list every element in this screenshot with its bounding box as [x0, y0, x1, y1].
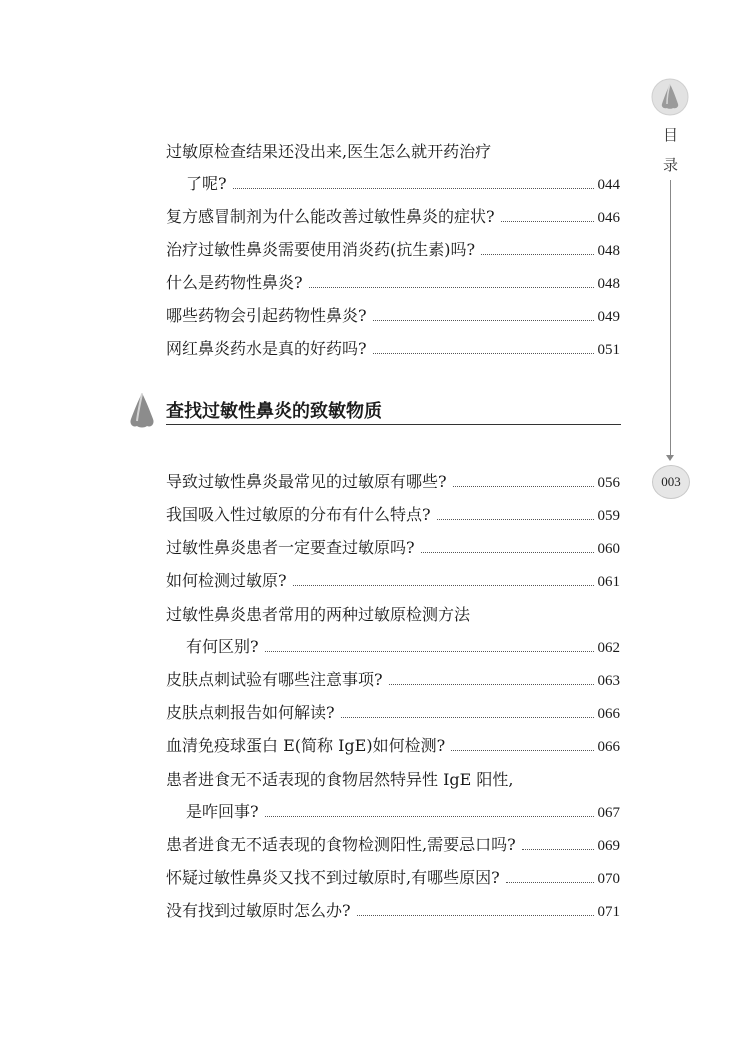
dot-leader — [421, 552, 594, 553]
toc-entry[interactable] — [166, 300, 620, 330]
toc-page-number: 060 — [597, 541, 620, 557]
toc-entry[interactable] — [166, 466, 620, 496]
toc-entry[interactable] — [166, 499, 620, 529]
toc-entry-title: 患者进食无不适表现的食物居然特异性 IgE 阳性, — [166, 770, 514, 789]
toc-page-number: 048 — [597, 276, 620, 292]
toc-entry-title: 如何检测过敏原? — [166, 571, 287, 590]
toc-entry-title: 复方感冒制剂为什么能改善过敏性鼻炎的症状? — [166, 207, 495, 226]
toc-entry[interactable] — [166, 862, 620, 892]
toc-entry[interactable] — [166, 829, 620, 859]
toc-entry-title: 导致过敏性鼻炎最常见的过敏原有哪些? — [166, 472, 447, 491]
toc-entry[interactable] — [166, 333, 620, 363]
dot-leader — [389, 684, 594, 685]
toc-entry[interactable] — [166, 598, 620, 628]
toc-page-number: 066 — [597, 706, 620, 722]
page-number-badge: 003 — [652, 465, 690, 499]
dot-leader — [373, 320, 594, 321]
toc-page-number: 048 — [597, 243, 620, 259]
toc-page-number: 067 — [597, 805, 620, 821]
toc-entry[interactable] — [166, 135, 620, 165]
toc-page-number: 061 — [597, 574, 620, 590]
toc-entry-title: 过敏原检查结果还没出来,医生怎么就开药治疗 — [166, 142, 492, 161]
dot-leader — [265, 651, 594, 652]
toc-entry[interactable] — [166, 730, 620, 760]
dot-leader — [357, 915, 594, 916]
toc-entry[interactable] — [166, 532, 620, 562]
toc-entry-continuation[interactable] — [166, 631, 620, 661]
toc-page-number: 049 — [597, 309, 620, 325]
toc-entry-continuation[interactable] — [166, 796, 620, 826]
toc-page-number: 044 — [597, 177, 620, 193]
side-label-lu: 录 — [663, 156, 679, 174]
toc-page-number: 063 — [597, 673, 620, 689]
dot-leader — [233, 188, 594, 189]
toc-entry-title: 血清免疫球蛋白 E(简称 IgE)如何检测? — [166, 736, 446, 755]
dot-leader — [453, 486, 594, 487]
toc-entry[interactable] — [166, 267, 620, 297]
dot-leader — [293, 585, 594, 586]
toc-page-number: 071 — [597, 904, 620, 920]
toc-page-number: 070 — [597, 871, 620, 887]
toc-entry[interactable] — [166, 234, 620, 264]
toc-entry[interactable] — [166, 763, 620, 793]
toc-page-number: 046 — [597, 210, 620, 226]
dot-leader — [522, 849, 594, 850]
toc-entry-title: 了呢? — [186, 174, 227, 193]
toc-entry-title: 怀疑过敏性鼻炎又找不到过敏原时,有哪些原因? — [166, 868, 500, 887]
dot-leader — [506, 882, 594, 883]
nose-icon — [126, 391, 158, 431]
section-title: 查找过敏性鼻炎的致敏物质 — [166, 401, 382, 422]
toc-page-number: 051 — [597, 342, 620, 358]
toc-entry[interactable] — [166, 565, 620, 595]
toc-entry[interactable] — [166, 201, 620, 231]
dot-leader — [373, 353, 594, 354]
toc-entry-title: 皮肤点刺试验有哪些注意事项? — [166, 670, 383, 689]
toc-entry-title: 没有找到过敏原时怎么办? — [166, 901, 351, 920]
toc-entry-title: 我国吸入性过敏原的分布有什么特点? — [166, 505, 431, 524]
toc-entry-continuation[interactable] — [166, 168, 620, 198]
toc-page-number: 059 — [597, 508, 620, 524]
dot-leader — [501, 221, 594, 222]
toc-entry-title: 过敏性鼻炎患者常用的两种过敏原检测方法 — [166, 605, 471, 624]
toc-page-number: 062 — [597, 640, 620, 656]
side-divider — [670, 180, 671, 457]
dot-leader — [451, 750, 593, 751]
nose-icon — [651, 78, 689, 116]
dot-leader — [309, 287, 594, 288]
toc-entry-title: 患者进食无不适表现的食物检测阳性,需要忌口吗? — [166, 835, 516, 854]
toc-entry-title: 过敏性鼻炎患者一定要查过敏原吗? — [166, 538, 415, 557]
dot-leader — [341, 717, 594, 718]
toc-entry-title: 皮肤点刺报告如何解读? — [166, 703, 335, 722]
toc-page-number: 056 — [597, 475, 620, 491]
toc-entry-title: 治疗过敏性鼻炎需要使用消炎药(抗生素)吗? — [166, 240, 476, 259]
toc-entry-title: 是咋回事? — [186, 802, 259, 821]
toc-page-number: 069 — [597, 838, 620, 854]
section-divider — [166, 424, 621, 425]
toc-entry-title: 有何区别? — [186, 637, 259, 656]
side-label-mu: 目 — [663, 126, 679, 144]
dot-leader — [437, 519, 594, 520]
toc-entry-title: 什么是药物性鼻炎? — [166, 273, 303, 292]
toc-entry[interactable] — [166, 895, 620, 925]
toc-entry-title: 网红鼻炎药水是真的好药吗? — [166, 339, 367, 358]
dot-leader — [481, 254, 593, 255]
toc-entry[interactable] — [166, 664, 620, 694]
side-arrow-icon — [666, 455, 674, 461]
toc-entry[interactable] — [166, 697, 620, 727]
toc-page-number: 066 — [597, 739, 620, 755]
toc-entry-title: 哪些药物会引起药物性鼻炎? — [166, 306, 367, 325]
dot-leader — [265, 816, 594, 817]
